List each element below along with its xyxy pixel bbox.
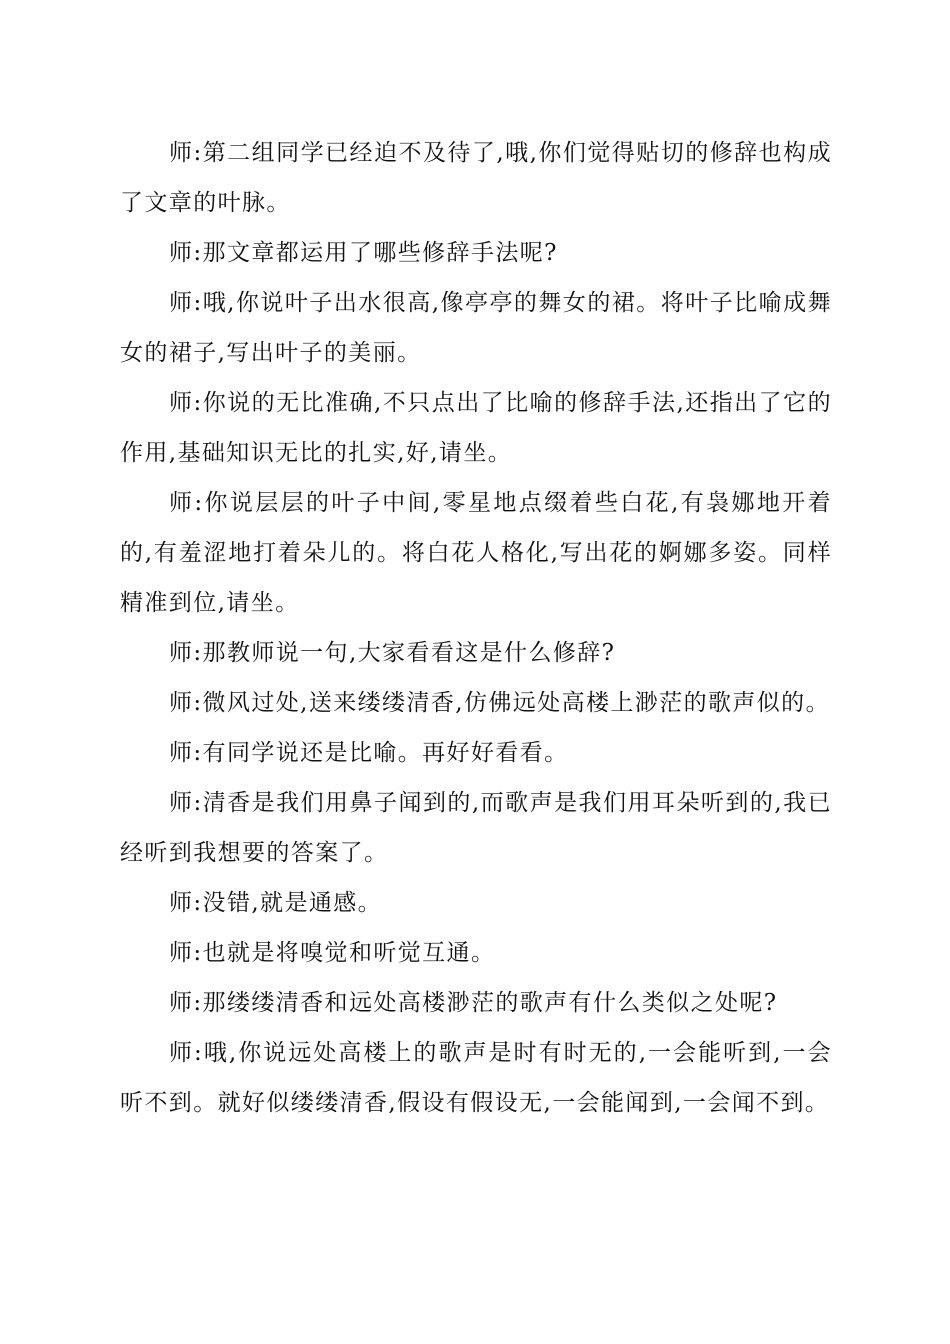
paragraph-4: 师:你说的无比准确,不只点出了比喻的修辞手法,还指出了它的作用,基础知识无比的扎实,好,请坐。 (120, 390, 832, 466)
paragraph-12: 师:那缕缕清香和远处高楼渺茫的歌声有什么类似之处呢? (169, 990, 778, 1016)
paragraph-6: 师:那教师说一句,大家看看这是什么修辞? (169, 640, 616, 666)
paragraph-9: 师:清香是我们用鼻子闻到的,而歌声是我们用耳朵听到的,我已经听到我想要的答案了。 (120, 790, 832, 866)
document-page (120, 128, 832, 1128)
paragraph-13: 师:哦,你说远处高楼上的歌声是时有时无的,一会能听到,一会听不到。就好似缕缕清香,假设有假设无,一会能闻到,一会闻不到。 (120, 1040, 832, 1116)
paragraph-8: 师:有同学说还是比喻。再好好看看。 (169, 740, 569, 766)
paragraph-11: 师:也就是将嗅觉和听觉互通。 (169, 940, 496, 966)
paragraph-10: 师:没错,就是通感。 (169, 890, 383, 916)
paragraph-5: 师:你说层层的叶子中间,零星地点缀着些白花,有袅娜地开着的,有羞涩地打着朵儿的。将白花人格化,写出花的婀娜多姿。同样精准到位,请坐。 (120, 490, 832, 616)
paragraph-2: 师:那文章都运用了哪些修辞手法呢? (169, 240, 558, 266)
paragraph-1: 师:第二组同学已经迫不及待了,哦,你们觉得贴切的修辞也构成了文章的叶脉。 (120, 140, 832, 216)
paragraph-7: 师:微风过处,送来缕缕清香,仿佛远处高楼上渺茫的歌声似的。 (169, 690, 830, 716)
paragraph-3: 师:哦,你说叶子出水很高,像亭亭的舞女的裙。将叶子比喻成舞女的裙子,写出叶子的美丽。 (120, 290, 832, 366)
